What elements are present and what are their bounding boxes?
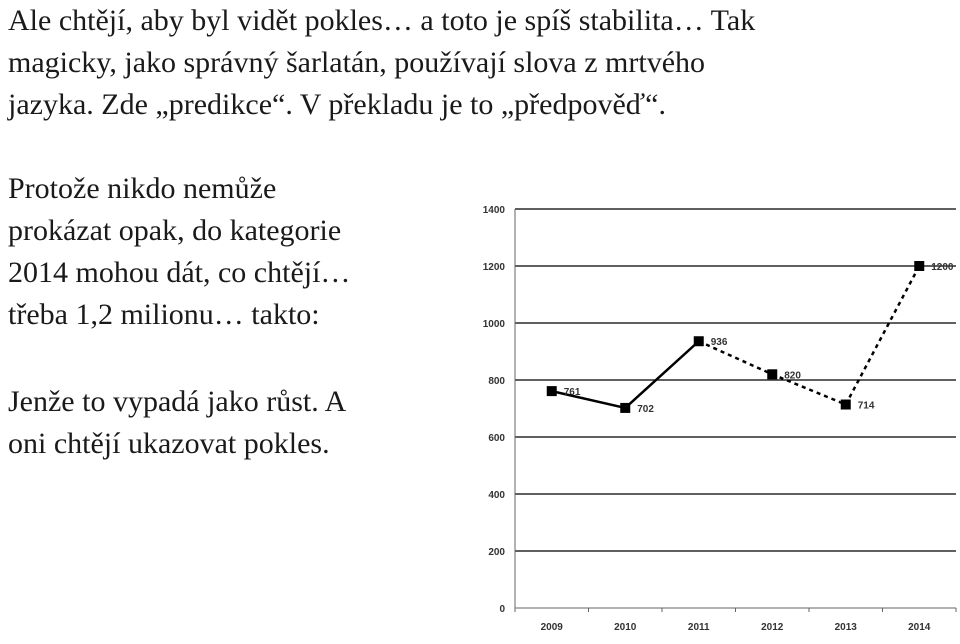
- data-point: [767, 369, 777, 379]
- x-tick-label: 2011: [687, 622, 710, 633]
- text-line: Jenže to vypadá jako růst. A: [8, 385, 347, 418]
- text-line: prokázat opak, do kategorie: [8, 214, 342, 247]
- x-tick-label: 2013: [834, 622, 857, 633]
- text-line: Ale chtějí, aby byl vidět pokles… a toto je spíš stabilita… Tak: [8, 4, 756, 37]
- text-line: 2014 mohou dát, co chtějí…: [8, 256, 351, 289]
- line-chart: [460, 190, 960, 644]
- y-tick-label: 1000: [482, 319, 505, 330]
- y-tick-label: 800: [488, 376, 505, 387]
- data-point: [841, 400, 851, 410]
- data-point: [914, 261, 924, 271]
- data-label: 702: [637, 403, 654, 415]
- data-label: 714: [857, 400, 875, 412]
- data-label: 761: [563, 387, 581, 399]
- text-line: Protože nikdo nemůže: [8, 172, 277, 205]
- y-tick-label: 1400: [482, 205, 505, 216]
- data-label: 820: [784, 370, 801, 382]
- x-tick-label: 2012: [761, 622, 784, 633]
- text-line: magicky, jako správný šarlatán, používají slova z mrtvého: [8, 46, 706, 79]
- conclusion-paragraph: [8, 381, 438, 465]
- text-line: třeba 1,2 milionu… takto:: [8, 298, 320, 331]
- data-label: 936: [710, 337, 728, 349]
- x-tick-label: 2014: [908, 622, 931, 633]
- x-tick-label: 2010: [614, 622, 637, 633]
- text-line: jazyka. Zde „predikce“. V překladu je to „předpověď“.: [8, 88, 666, 121]
- data-label: 1200: [931, 262, 954, 273]
- y-tick-label: 400: [488, 490, 505, 501]
- y-tick-label: 600: [488, 433, 505, 444]
- y-tick-label: 1200: [482, 262, 505, 273]
- series-segment: [846, 266, 920, 405]
- data-point: [620, 403, 630, 413]
- y-tick-label: 0: [499, 604, 505, 615]
- intro-paragraph: [8, 0, 958, 126]
- argument-paragraph: [8, 168, 438, 336]
- text-line: oni chtějí ukazovat pokles.: [8, 427, 330, 460]
- series-segment: [625, 341, 699, 408]
- data-point: [547, 386, 557, 396]
- y-tick-label: 200: [488, 547, 505, 558]
- x-tick-label: 2009: [540, 622, 563, 633]
- data-point: [694, 336, 704, 346]
